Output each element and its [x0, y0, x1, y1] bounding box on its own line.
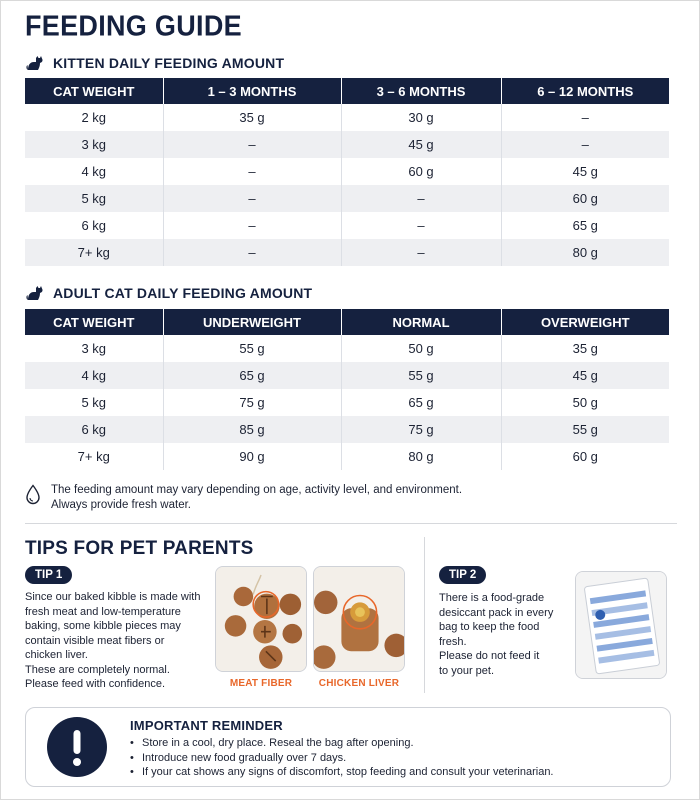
page-title: FEEDING GUIDE: [25, 10, 242, 42]
cell-weight: 4 kg: [25, 362, 163, 389]
kitten-feeding-table: [25, 78, 669, 266]
adult-heading-text: ADULT CAT DAILY FEEDING AMOUNT: [53, 285, 313, 301]
cell-value: 35 g: [163, 104, 341, 131]
cell-value: 55 g: [163, 335, 341, 362]
table-row: [25, 443, 669, 470]
cell-weight: 6 kg: [25, 212, 163, 239]
adult-feeding-table: [25, 309, 669, 470]
cell-value: 80 g: [501, 239, 669, 266]
header-overweight: OVERWEIGHT: [501, 309, 669, 335]
tip-2-text: [439, 591, 569, 678]
reminder-item: • If your cat shows any signs of discomfort, stop feeding and consult your veterinarian.: [130, 765, 554, 780]
cell-value: 85 g: [163, 416, 341, 443]
cell-value: –: [341, 185, 501, 212]
cell-weight: 5 kg: [25, 185, 163, 212]
cell-value: 30 g: [341, 104, 501, 131]
reminder-item: • Store in a cool, dry place. Reseal the bag after opening.: [130, 736, 554, 751]
table-row: [25, 158, 669, 185]
tip-1-line: chicken liver.: [25, 649, 88, 661]
note-line-2: Always provide fresh water.: [51, 499, 191, 511]
header-1-3-months: 1 – 3 MONTHS: [163, 78, 341, 104]
tip-2-line: bag to keep the food: [439, 621, 540, 633]
cell-value: 50 g: [501, 389, 669, 416]
cell-weight: 2 kg: [25, 104, 163, 131]
cell-value: 50 g: [341, 335, 501, 362]
cell-weight: 3 kg: [25, 335, 163, 362]
header-normal: NORMAL: [341, 309, 501, 335]
table-row: [25, 389, 669, 416]
tip-1-line: Please feed with confidence.: [25, 678, 166, 690]
tip-2-line: Please do not feed it: [439, 650, 540, 662]
note-line-1: The feeding amount may vary depending on age, activity level, and environment.: [51, 484, 463, 496]
cell-weight: 4 kg: [25, 158, 163, 185]
cell-value: 75 g: [341, 416, 501, 443]
cell-value: 80 g: [341, 443, 501, 470]
kitten-heading-text: KITTEN DAILY FEEDING AMOUNT: [53, 55, 285, 71]
tips-divider: [424, 537, 425, 693]
adult-section-heading: [25, 284, 312, 302]
cell-value: –: [501, 104, 669, 131]
cell-value: 35 g: [501, 335, 669, 362]
cell-value: 90 g: [163, 443, 341, 470]
header-underweight: UNDERWEIGHT: [163, 309, 341, 335]
tip-2-line: desiccant pack in every: [439, 606, 554, 619]
reminder-title: IMPORTANT REMINDER: [130, 718, 283, 733]
cell-value: 65 g: [501, 212, 669, 239]
cell-value: 60 g: [341, 158, 501, 185]
table-row: [25, 212, 669, 239]
feeding-note: [25, 483, 462, 513]
cat-icon: [25, 284, 45, 302]
meat-fiber-caption: MEAT FIBER: [229, 678, 293, 689]
tip-1-line: Since our baked kibble is made with: [25, 591, 201, 603]
important-reminder-box: [25, 707, 671, 787]
section-divider: [25, 523, 677, 524]
reminder-item: • Introduce new food gradually over 7 days.: [130, 751, 554, 766]
header-cat-weight: CAT WEIGHT: [25, 78, 163, 104]
tip-1-text: [25, 590, 210, 692]
tip-2-line: fresh.: [439, 635, 467, 648]
cell-value: –: [163, 158, 341, 185]
cell-value: –: [163, 185, 341, 212]
cell-weight: 3 kg: [25, 131, 163, 158]
cell-value: –: [501, 131, 669, 158]
cell-value: 65 g: [163, 362, 341, 389]
cell-weight: 6 kg: [25, 416, 163, 443]
chicken-liver-caption: CHICKEN LIVER: [318, 678, 400, 689]
cell-value: 45 g: [501, 158, 669, 185]
tips-title: TIPS FOR PET PARENTS: [25, 538, 254, 559]
cell-value: 75 g: [163, 389, 341, 416]
cell-value: –: [163, 239, 341, 266]
water-drop-icon: [25, 484, 41, 506]
table-row: [25, 104, 669, 131]
tip-2-badge: TIP 2: [439, 566, 486, 584]
cell-value: 60 g: [501, 443, 669, 470]
cell-value: 55 g: [501, 416, 669, 443]
table-header-row: [25, 78, 669, 104]
tip-1-line: contain visible meat fibers or: [25, 634, 165, 647]
exclamation-icon: [47, 717, 107, 777]
kitten-section-heading: [25, 54, 284, 72]
table-row: [25, 362, 669, 389]
cat-icon: [25, 54, 45, 72]
tip-1-line: These are completely normal.: [25, 663, 170, 676]
table-row: [25, 335, 669, 362]
header-3-6-months: 3 – 6 MONTHS: [341, 78, 501, 104]
cell-value: 45 g: [501, 362, 669, 389]
table-row: [25, 416, 669, 443]
cell-value: 60 g: [501, 185, 669, 212]
tip-1-badge: TIP 1: [25, 566, 72, 584]
cell-weight: 5 kg: [25, 389, 163, 416]
reminder-list: [130, 736, 554, 780]
cell-value: –: [341, 212, 501, 239]
meat-fiber-photo: [215, 566, 307, 672]
tip-1-line: baking, some kibble pieces may: [25, 620, 181, 632]
table-row: [25, 239, 669, 266]
cell-value: –: [163, 212, 341, 239]
cell-value: –: [163, 131, 341, 158]
cell-value: –: [341, 239, 501, 266]
header-cat-weight: CAT WEIGHT: [25, 309, 163, 335]
tip-2-line: to your pet.: [439, 664, 495, 677]
cell-value: 65 g: [341, 389, 501, 416]
table-row: [25, 131, 669, 158]
tip-2-line: There is a food-grade: [439, 592, 545, 604]
cell-value: 55 g: [341, 362, 501, 389]
cell-weight: 7+ kg: [25, 239, 163, 266]
table-header-row: [25, 309, 669, 335]
chicken-liver-photo: [313, 566, 405, 672]
tip-1-line: fresh meat and low-temperature: [25, 605, 181, 618]
cell-weight: 7+ kg: [25, 443, 163, 470]
header-6-12-months: 6 – 12 MONTHS: [501, 78, 669, 104]
table-row: [25, 185, 669, 212]
cell-value: 45 g: [341, 131, 501, 158]
desiccant-pack-photo: [575, 571, 667, 679]
